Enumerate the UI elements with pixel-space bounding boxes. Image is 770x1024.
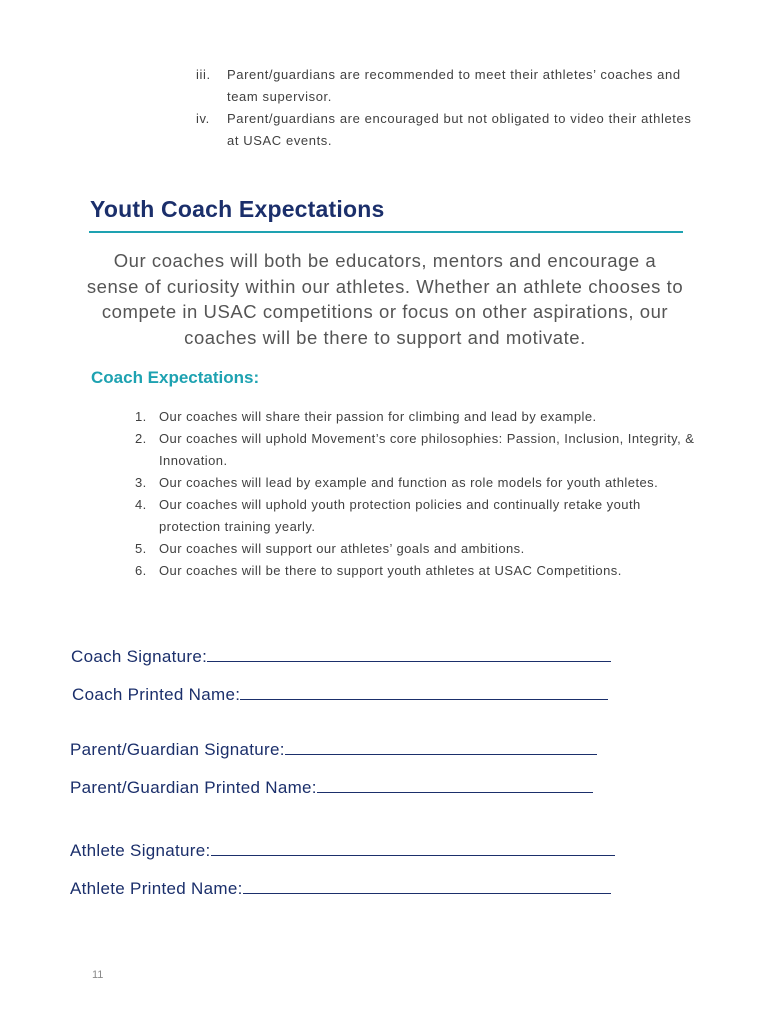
parent-signature-field[interactable] xyxy=(70,740,597,760)
expectations-list xyxy=(135,406,695,582)
list-item xyxy=(135,428,695,472)
list-item xyxy=(135,494,695,538)
list-item xyxy=(135,538,695,560)
athlete-printed-name-field[interactable] xyxy=(70,879,611,899)
list-item xyxy=(196,64,696,108)
title-divider xyxy=(89,231,683,233)
list-item-text: Our coaches will support our athletes’ goals and ambitions. xyxy=(159,541,525,556)
list-item-text: Parent/guardians are recommended to meet their athletes’ coaches and team supervisor. xyxy=(227,67,681,104)
list-item-text: Our coaches will share their passion for climbing and lead by example. xyxy=(159,409,597,424)
parent-signature-label: Parent/Guardian Signature: xyxy=(70,740,285,759)
list-marker: 2. xyxy=(135,431,147,446)
coach-signature-field[interactable] xyxy=(71,647,611,667)
list-marker: 5. xyxy=(135,541,147,556)
parent-printed-name-field[interactable] xyxy=(70,778,593,798)
section-title: Youth Coach Expectations xyxy=(90,196,385,222)
athlete-signature-blank[interactable] xyxy=(211,841,615,856)
list-item-text: Our coaches will uphold youth protection policies and continually retake youth protection training yearly. xyxy=(159,497,641,534)
list-item xyxy=(135,560,695,582)
athlete-printed-name-label: Athlete Printed Name: xyxy=(70,879,243,898)
list-marker: iv. xyxy=(196,111,210,126)
list-marker: 3. xyxy=(135,475,147,490)
athlete-signature-label: Athlete Signature: xyxy=(70,841,211,860)
list-item xyxy=(135,406,695,428)
list-marker: 4. xyxy=(135,497,147,512)
list-item-text: Parent/guardians are encouraged but not obligated to video their athletes at USAC events. xyxy=(227,111,692,148)
list-marker: 6. xyxy=(135,563,147,578)
coach-printed-name-blank[interactable] xyxy=(240,685,608,700)
list-marker: iii. xyxy=(196,67,211,82)
coach-printed-name-label: Coach Printed Name: xyxy=(72,685,241,704)
list-item-text: Our coaches will be there to support youth athletes at USAC Competitions. xyxy=(159,563,622,578)
list-item-text: Our coaches will lead by example and function as role models for youth athletes. xyxy=(159,475,659,490)
athlete-printed-name-blank[interactable] xyxy=(243,879,611,894)
parent-signature-blank[interactable] xyxy=(285,740,597,755)
coach-expectations-heading: Coach Expectations: xyxy=(91,368,260,387)
coach-printed-name-field[interactable] xyxy=(72,685,608,705)
intro-paragraph: Our coaches will both be educators, mentors and encourage a sense of curiosity within our athletes. Whether an athlete chooses to compete in USAC competitions or focus on other aspirations, our coaches will be there to support and motivate. xyxy=(86,250,684,348)
list-marker: 1. xyxy=(135,409,147,424)
list-item xyxy=(196,108,696,152)
coach-signature-label: Coach Signature: xyxy=(71,647,208,666)
athlete-signature-field[interactable] xyxy=(70,841,615,861)
parent-printed-name-label: Parent/Guardian Printed Name: xyxy=(70,778,317,797)
list-item-text: Our coaches will uphold Movement’s core philosophies: Passion, Inclusion, Integrity, & Innovation. xyxy=(159,431,695,468)
carryover-list xyxy=(196,64,696,152)
page-number: 11 xyxy=(92,969,104,981)
parent-printed-name-blank[interactable] xyxy=(317,778,593,793)
coach-signature-blank[interactable] xyxy=(207,647,611,662)
list-item xyxy=(135,472,695,494)
